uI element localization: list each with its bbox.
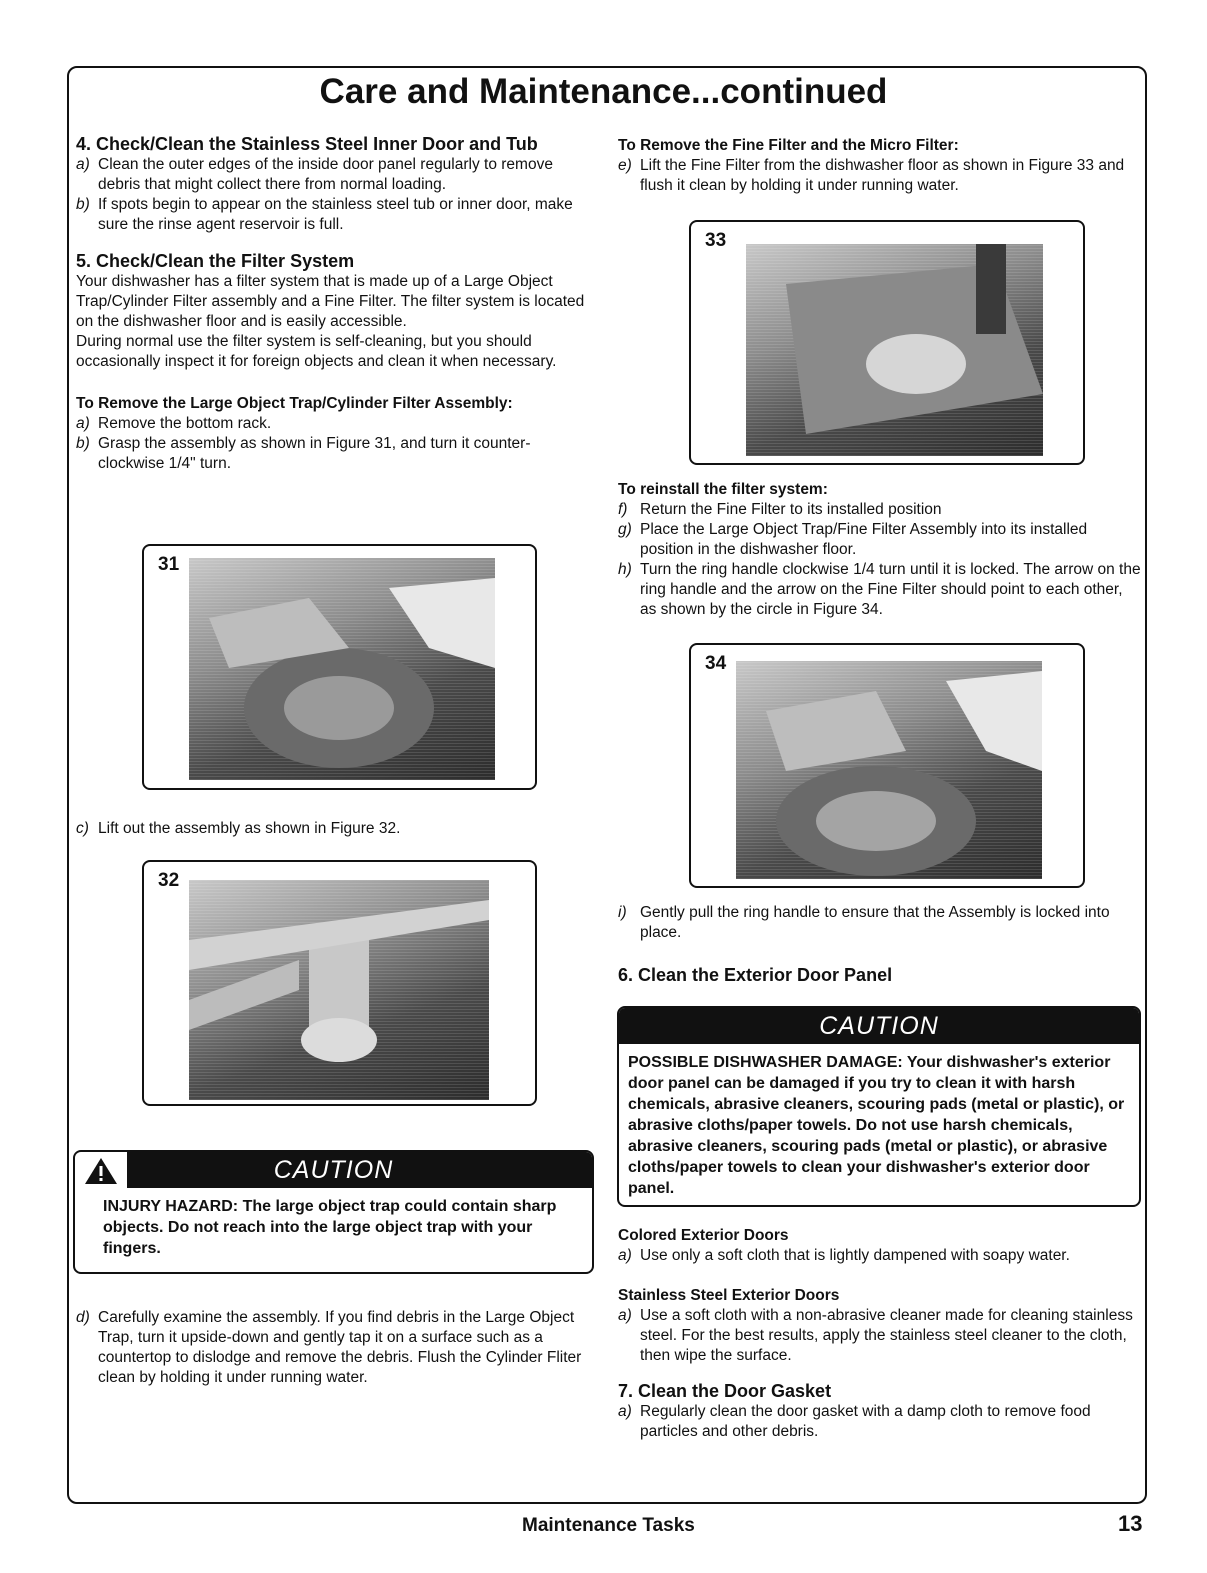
figure-number: 33 [705,230,727,251]
caution-header: CAUTION [75,1152,592,1188]
right-column-top [618,136,1143,196]
warning-icon [75,1152,127,1188]
left-column-bottom [76,1308,596,1388]
figure-number: 34 [705,653,727,674]
figure-31 [142,544,537,790]
stainless-doors-heading: Stainless Steel Exterior Doors [618,1287,840,1304]
section-5-heading: 5. Check/Clean the Filter System [76,251,355,271]
figure-photo [736,661,1042,879]
figure-number: 31 [158,554,180,575]
page-number: 13 [1118,1511,1143,1536]
right-column-bottom [618,1226,1143,1442]
figure-34 [689,643,1085,888]
list-item: b) Grasp the assembly as shown in Figure 31, and turn it counter-clockwise 1/4" turn. [76,435,531,472]
list-item: f) Return the Fine Filter to its installed position [618,501,942,518]
list-item: c) Lift out the assembly as shown in Figure 32. [76,820,401,837]
list-item: h) Turn the ring handle clockwise 1/4 turn until it is locked. The arrow on the ring handle and the arrow on the Fine Filter should point to each other, as shown by the circle in Figure 34. [618,561,1141,618]
figure-photo [189,558,495,780]
figure-photo [189,880,489,1100]
remove-trap-heading: To Remove the Large Object Trap/Cylinder Filter Assembly: [76,395,513,412]
figure-33 [689,220,1085,465]
left-column-mid [76,819,596,839]
figure-photo [746,244,1043,456]
remove-fine-filter-heading: To Remove the Fine Filter and the Micro Filter: [618,137,959,154]
reinstall-heading: To reinstall the filter system: [618,481,828,498]
paragraph: Your dishwasher has a filter system that is made up of a Large Object Trap/Cylinder Filter assembly and a Fine Filter. The filter system is located on the dishwasher floor and is easily accessible. [76,273,585,330]
left-column-top [76,133,596,474]
colored-doors-heading: Colored Exterior Doors [618,1227,789,1244]
list-item: a) Regularly clean the door gasket with a damp cloth to remove food particles and other debris. [618,1403,1091,1440]
caution-text: INJURY HAZARD: The large object trap could contain sharp objects. Do not reach into the large object trap with your fingers. [103,1198,557,1257]
right-column-reinstall [618,480,1143,620]
footer-section-name: Maintenance Tasks [522,1515,695,1536]
list-item: a) Clean the outer edges of the inside door panel regularly to remove debris that might collect there from normal loading. [76,156,553,193]
caution-box-damage [617,1006,1141,1207]
list-item: b) If spots begin to appear on the stainless steel tub or inner door, make sure the rinse agent reservoir is full. [76,196,573,233]
section-4-heading: 4. Check/Clean the Stainless Steel Inner Door and Tub [76,134,538,154]
list-item: e) Lift the Fine Filter from the dishwasher floor as shown in Figure 33 and flush it clean by holding it under running water. [618,157,1125,194]
list-item: g) Place the Large Object Trap/Fine Filter Assembly into its installed position in the dishwasher floor. [618,521,1088,558]
figure-number: 32 [158,870,180,891]
right-column-mid [618,903,1143,986]
paragraph: During normal use the filter system is self-cleaning, but you should occasionally inspect it for foreign objects and clean it when necessary. [76,333,557,370]
caution-box-injury [73,1150,594,1274]
figure-32 [142,860,537,1106]
section-6-heading: 6. Clean the Exterior Door Panel [618,965,893,985]
list-item: a) Use a soft cloth with a non-abrasive cleaner made for cleaning stainless steel. For the best results, apply the stainless steel cleaner to the cloth, then wipe the surface. [618,1307,1133,1364]
caution-header: CAUTION [619,1008,1139,1044]
caution-text: POSSIBLE DISHWASHER DAMAGE: Your dishwasher's exterior door panel can be damaged if you try to clean it with harsh chemicals, abrasive cleaners, scouring pads (metal or plastic), or abrasive cloths/paper towels. Do not use harsh chemicals, abrasive cleaners, scouring pads (metal or plastic), or abrasive cloths/paper towels to clean your dishwasher's exterior door panel. [628,1054,1125,1197]
section-7-heading: 7. Clean the Door Gasket [618,1381,832,1401]
list-item: i) Gently pull the ring handle to ensure that the Assembly is locked into place. [618,904,1110,941]
page-title: Care and Maintenance...continued [319,72,888,111]
list-item: d) Carefully examine the assembly. If you find debris in the Large Object Trap, turn it upside-down and gently tap it on a surface such as a countertop to dislodge and remove the debris. Flush the Cylinder Fliter clean by holding it under running water. [76,1309,582,1386]
list-item: a) Use only a soft cloth that is lightly dampened with soapy water. [618,1247,1070,1264]
list-item: a) Remove the bottom rack. [76,415,272,432]
